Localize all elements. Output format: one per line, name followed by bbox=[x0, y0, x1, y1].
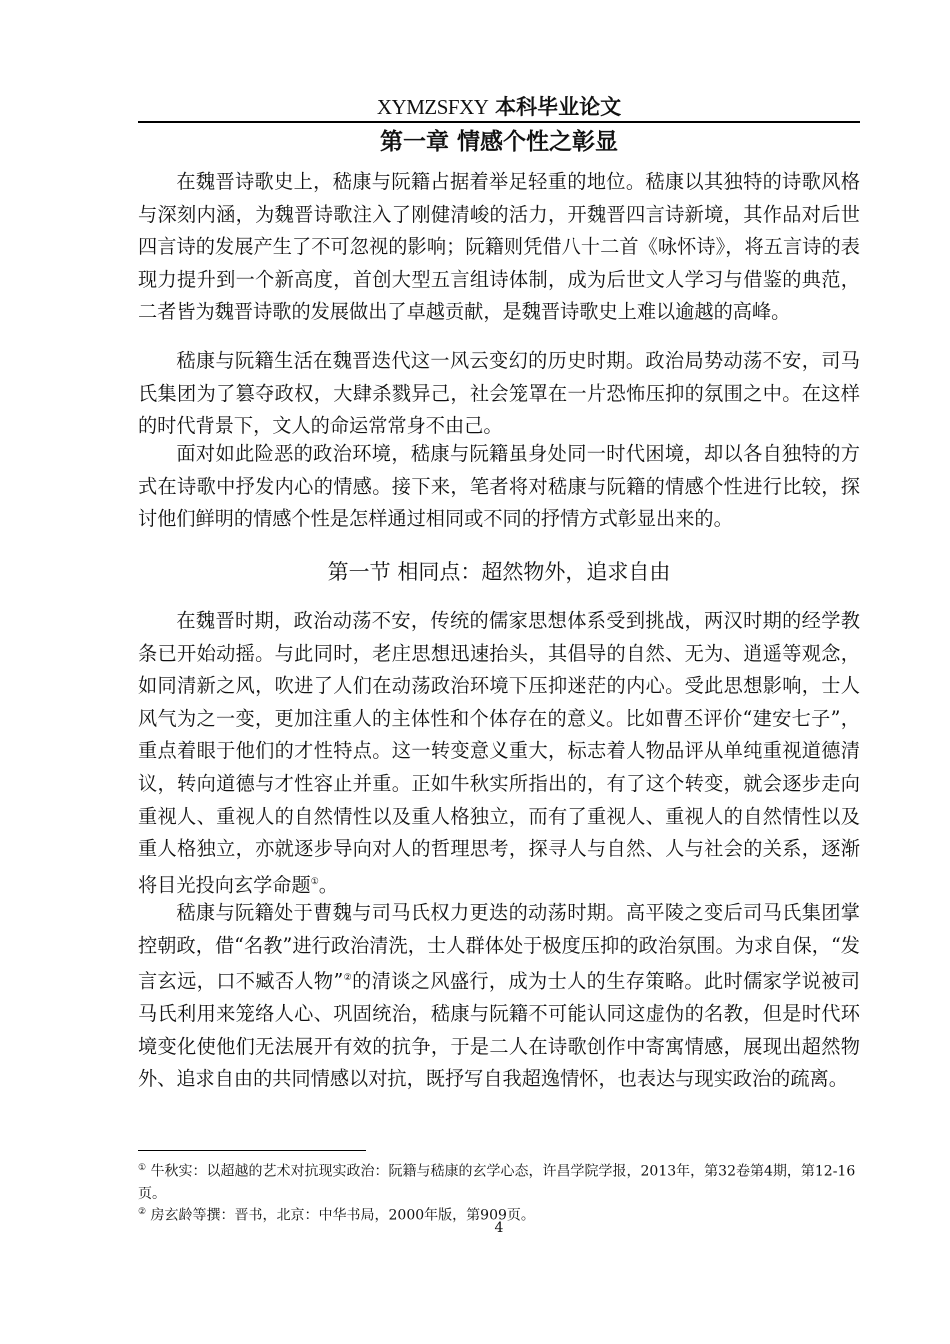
footnote bbox=[138, 1157, 860, 1205]
footnote-mark: ① bbox=[138, 1163, 147, 1173]
footnote-ref[interactable]: ① bbox=[310, 876, 319, 887]
paragraph: 嵇康与阮籍生活在魏晋迭代这一风云变幻的历史时期。政治局势动荡不安，司马氏集团为了篡夺政权，大肆杀戮异己，社会笼罩在一片恐怖压抑的氛围之中。在这样的时代背景下，文人的命运常常身不由己。 bbox=[138, 349, 860, 438]
paragraph-text: 的清谈之风盛行，成为士人的生存策略。此时儒家学说被司马氏利用来笼络人心、巩固统治，嵇康与阮籍不可能认同这虚伪的名教，但是时代环境变化使他们无法展开有效的抗争，于是二人在诗歌创作中寄寓情感，展现出超然物外、追求自由的共同情感以对抗，既抒写自我超逸情怀，也表达与现实政治的疏离。 bbox=[138, 969, 860, 1091]
paragraph-text: 在魏晋时期，政治动荡不安，传统的儒家思想体系受到挑战，两汉时期的经学教条已开始动摇。与此同时，老庄思想迅速抬头，其倡导的自然、无为、逍遥等观念，如同清新之风，吹进了人们在动荡政治环境下压抑迷茫的内心。受此思想影响，士人风气为之一变，更加注重人的主体性和个体存在的意义。比如曹丕评价“建安七子”，重点着眼于他们的才性特点。这一转变意义重大，标志着人物品评从单纯重视道德清议，转向道德与才性容止并重。正如牛秋实所指出的，有了这个转变，就会逐步走向重视人、重视人的自然情性以及重人格独立，而有了重视人、重视人的自然情性以及重人格独立，亦就逐步导向对人的哲理思考，探寻人与自然、人与社会的关系，逐渐将目光投向玄学命题 bbox=[138, 609, 860, 897]
chapter-title: 第一章 情感个性之彰显 bbox=[379, 129, 618, 155]
page-number: 4 bbox=[494, 1220, 504, 1236]
footnote-text: 牛秋实：以超越的艺术对抗现实政治：阮籍与嵇康的玄学心态，许昌学院学报，2013年，第32卷第4期，第12-16页。 bbox=[138, 1163, 856, 1202]
header-title: 本科毕业论文 bbox=[495, 95, 622, 119]
footnote-text: 房玄龄等撰：晋书，北京：中华书局，2000年版，第909页。 bbox=[150, 1207, 535, 1224]
header-rule bbox=[138, 121, 860, 123]
section-title: 第一节 相同点：超然物外，追求自由 bbox=[327, 560, 671, 584]
paragraph bbox=[138, 897, 860, 1096]
paragraph-text: 。 bbox=[318, 873, 338, 897]
page-header bbox=[138, 94, 860, 120]
footnote-mark: ② bbox=[138, 1207, 147, 1217]
footnote-ref[interactable]: ② bbox=[343, 973, 353, 984]
paragraph bbox=[138, 605, 860, 902]
paragraph: 在魏晋诗歌史上，嵇康与阮籍占据着举足轻重的地位。嵇康以其独特的诗歌风格与深刻内涵，为魏晋诗歌注入了刚健清峻的活力，开魏晋四言诗新境，其作品对后世四言诗的发展产生了不可忽视的影响；阮籍则凭借八十二首《咏怀诗》，将五言诗的表现力提升到一个新高度，首创大型五言组诗体制，成为后世文人学习与借鉴的典范，二者皆为魏晋诗歌的发展做出了卓越贡献，是魏晋诗歌史上难以逾越的高峰。 bbox=[138, 170, 860, 324]
header-code: XYMZSFXY bbox=[376, 95, 489, 119]
paragraph: 面对如此险恶的政治环境，嵇康与阮籍虽身处同一时代困境，却以各自独特的方式在诗歌中抒发内心的情感。接下来，笔者将对嵇康与阮籍的情感个性进行比较，探讨他们鲜明的情感个性是怎样通过相同或不同的抒情方式彰显出来的。 bbox=[138, 442, 860, 531]
paragraph-text: 嵇康与阮籍处于曹魏与司马氏权力更迭的动荡时期。高平陵之变后司马氏集团掌控朝政，借“名教”进行政治清洗，士人群体处于极度压抑的政治氛围。为求自保，“发言玄远，口不臧否人物” bbox=[138, 901, 860, 993]
footnote-divider bbox=[138, 1150, 366, 1151]
